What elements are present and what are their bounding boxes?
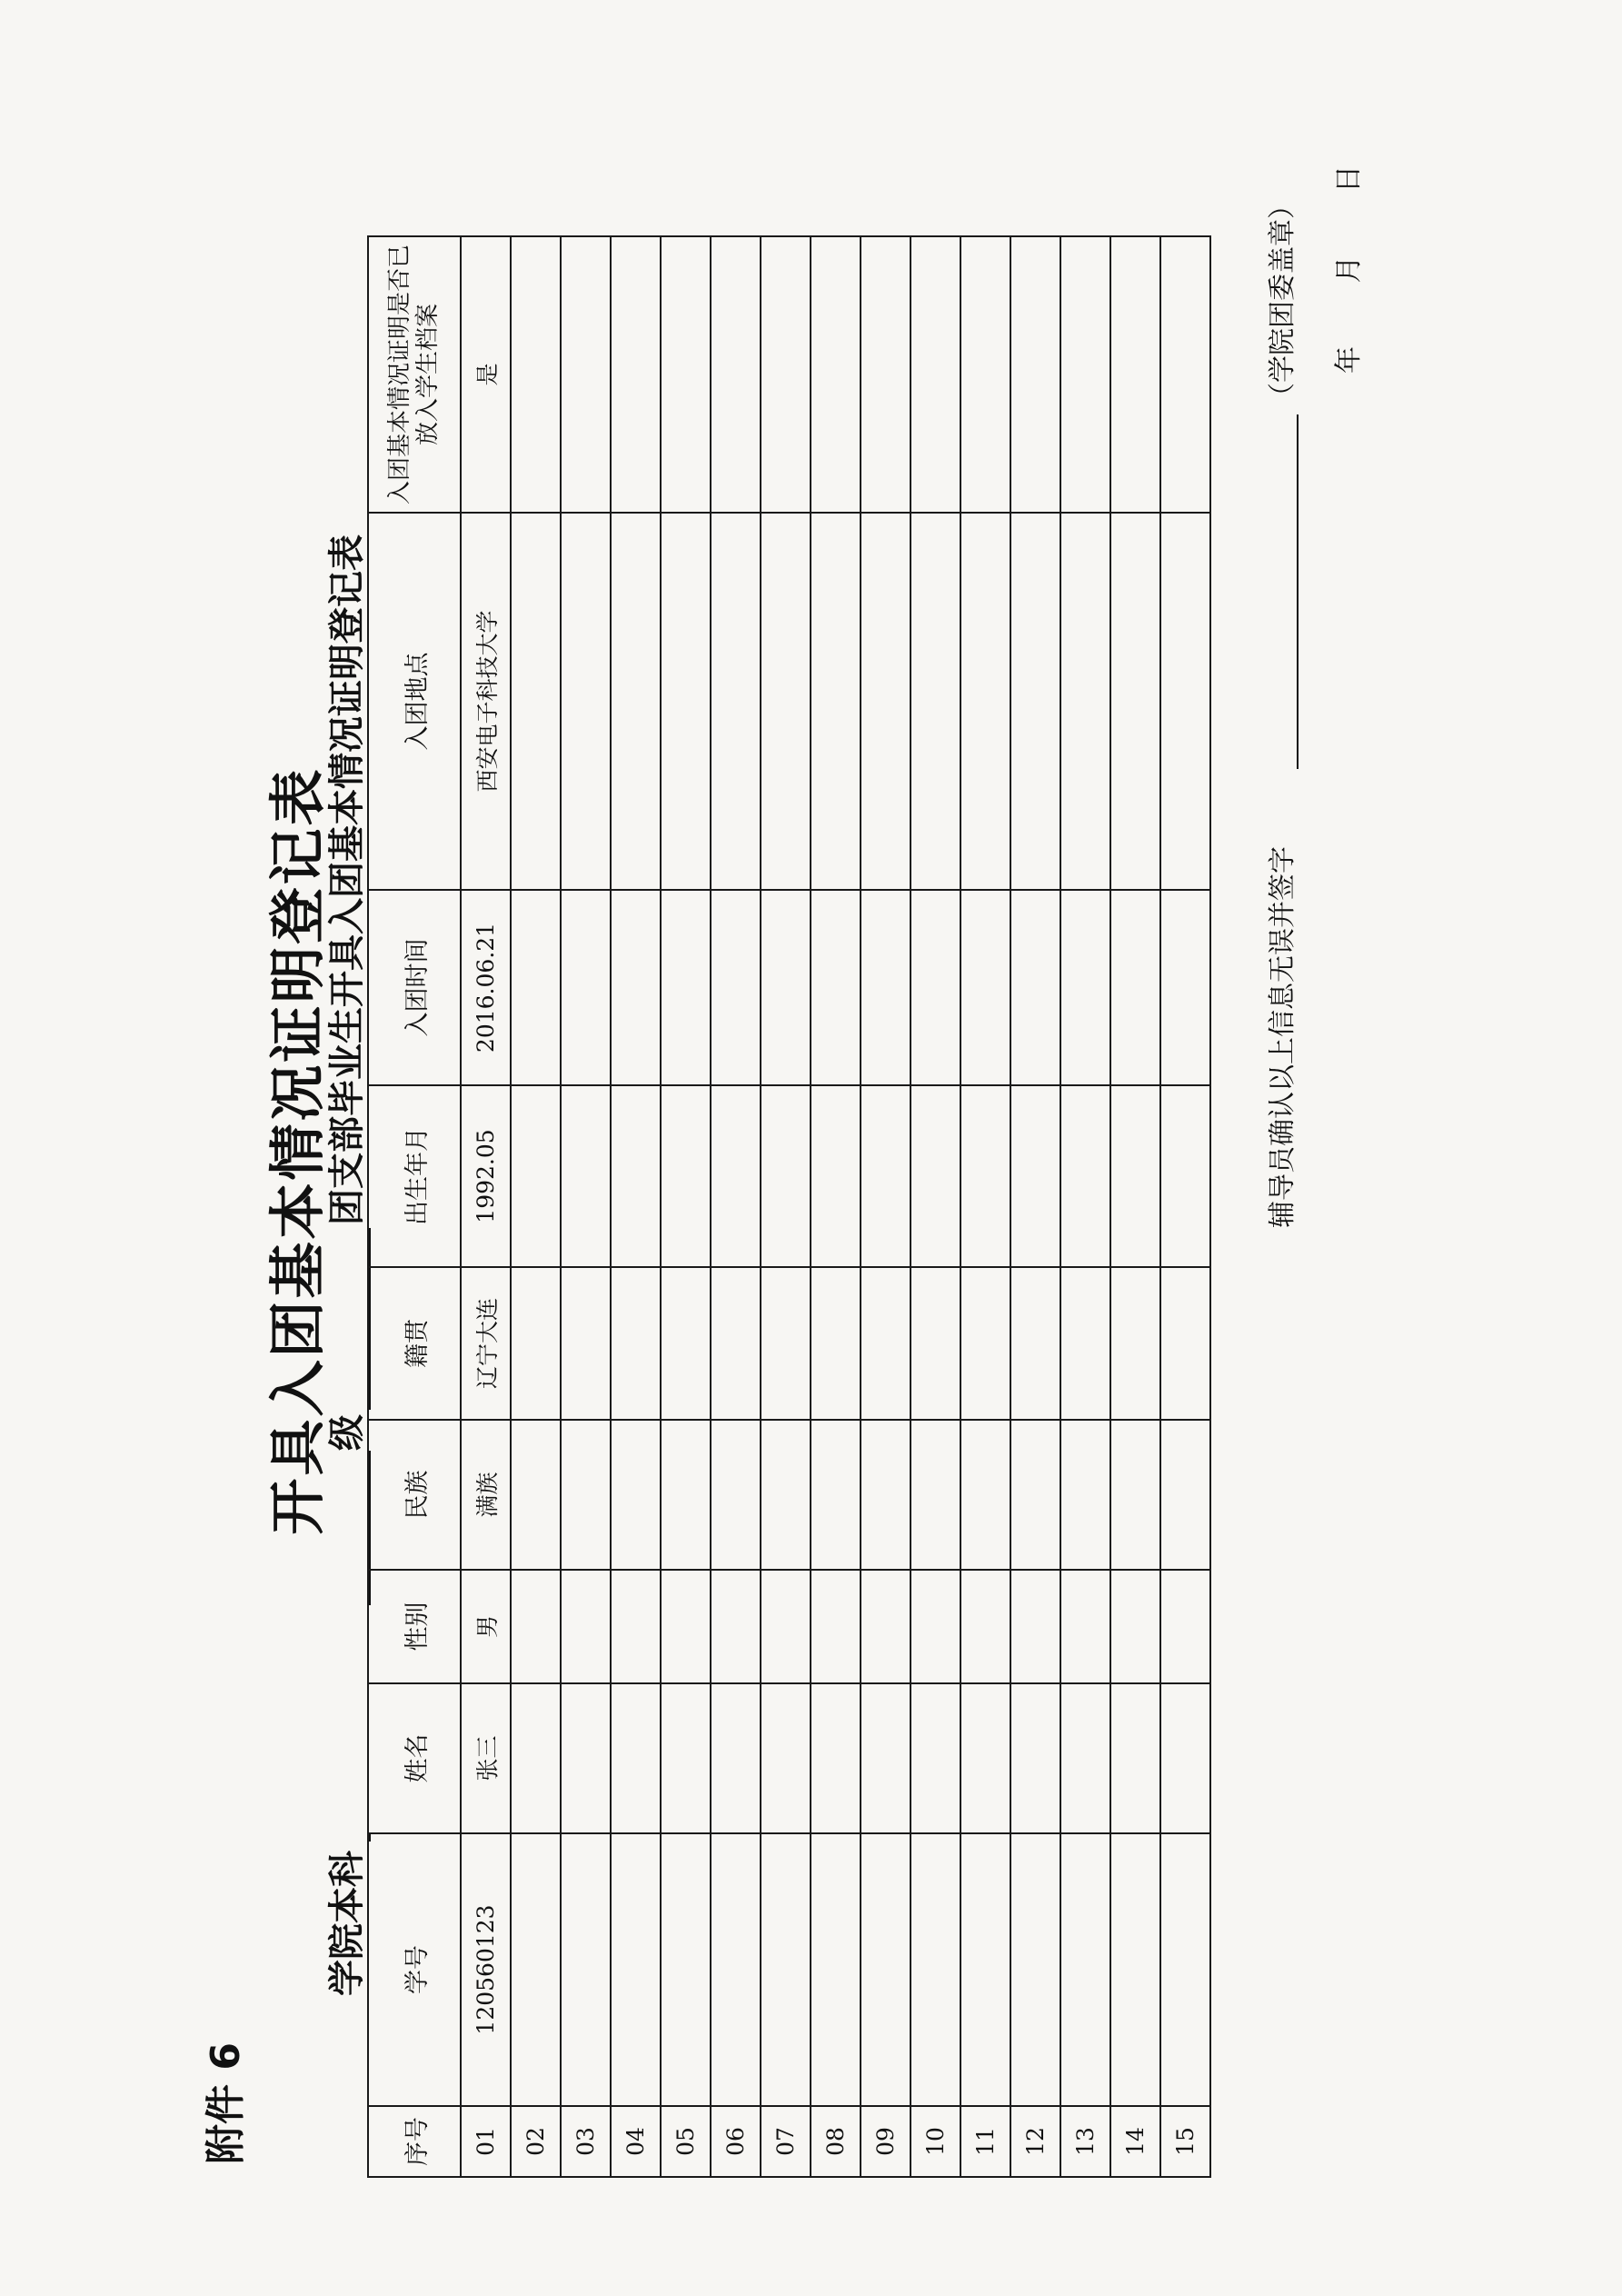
table-cell (811, 890, 861, 1085)
table-cell (861, 1085, 911, 1267)
table-cell (1060, 890, 1110, 1085)
seal-text: （学院团委盖章） (1267, 192, 1299, 410)
table-cell: 02 (511, 2106, 561, 2177)
table-row (1110, 236, 1160, 2177)
table-cell (511, 1085, 561, 1267)
header-cell: 姓名 (368, 1683, 461, 1833)
table-cell (661, 1833, 711, 2106)
table-cell (861, 236, 911, 513)
table-cell: 2016.06.21 (461, 890, 511, 1085)
table-cell (761, 890, 811, 1085)
rotated-document-page (2, 5, 1619, 2296)
table-cell (960, 1420, 1010, 1570)
table-cell (1160, 1420, 1210, 1570)
table-cell (861, 1570, 911, 1683)
registration-table (367, 235, 1211, 2178)
table-cell (861, 1833, 911, 2106)
table-cell (1060, 1267, 1110, 1420)
table-row (711, 236, 761, 2177)
table-row (960, 236, 1010, 2177)
grade-label: 级 (326, 1414, 368, 1451)
table-cell (511, 1420, 561, 1570)
table-row (911, 236, 960, 2177)
table-row (461, 236, 511, 2177)
table-cell (611, 1420, 661, 1570)
table-cell (711, 1420, 761, 1570)
table-cell (1010, 1085, 1060, 1267)
table-cell (861, 1420, 911, 1570)
table-cell (761, 1833, 811, 2106)
table-cell (1010, 1683, 1060, 1833)
table-cell (511, 513, 561, 890)
table-cell (861, 513, 911, 890)
table-cell (811, 1420, 861, 1570)
table-cell: 15 (1160, 2106, 1210, 2177)
attachment-label: 附件 6 (203, 2042, 249, 2164)
table-cell (1110, 1683, 1160, 1833)
table-cell (1110, 1420, 1160, 1570)
table-cell (611, 1833, 661, 2106)
table-row (561, 236, 611, 2177)
table-cell (661, 1085, 711, 1267)
table-cell (960, 1683, 1010, 1833)
table-cell (861, 1683, 911, 1833)
table-cell: 120560123 (461, 1833, 511, 2106)
header-cell: 性别 (368, 1570, 461, 1683)
table-cell: 是 (461, 236, 511, 513)
table-cell (960, 890, 1010, 1085)
table-cell (811, 1267, 861, 1420)
table-cell (1160, 513, 1210, 890)
table-cell: 01 (461, 2106, 511, 2177)
table-cell (1010, 1833, 1060, 2106)
branch-label: 团支部毕业生开具入团基本情况证明登记表 (326, 534, 368, 1225)
table-cell (1110, 890, 1160, 1085)
table-cell (1060, 1570, 1110, 1683)
table-cell: 13 (1060, 2106, 1110, 2177)
table-cell (1160, 1833, 1210, 2106)
header-cell: 民族 (368, 1420, 461, 1570)
date-text: 年 月 日 (1333, 165, 1365, 374)
table-cell (661, 1267, 711, 1420)
table-cell (861, 1267, 911, 1420)
table-cell: 07 (761, 2106, 811, 2177)
table-cell (661, 890, 711, 1085)
table-cell (960, 1833, 1010, 2106)
header-cell: 籍贯 (368, 1267, 461, 1420)
table-cell (811, 1833, 861, 2106)
table-cell (511, 236, 561, 513)
table-cell (811, 1085, 861, 1267)
table-cell (1010, 890, 1060, 1085)
table-cell (1160, 1085, 1210, 1267)
table-cell (1060, 236, 1110, 513)
college-label: 学院本科 (326, 1851, 368, 1996)
table-cell (861, 890, 911, 1085)
table-cell (761, 1683, 811, 1833)
header-cell: 学号 (368, 1833, 461, 2106)
table-cell (661, 513, 711, 890)
table-cell (1010, 1570, 1060, 1683)
table-cell (711, 890, 761, 1085)
table-row (761, 236, 811, 2177)
table-header-row (368, 236, 461, 2177)
table-cell (811, 1683, 861, 1833)
table-cell (611, 513, 661, 890)
table-cell (561, 1833, 611, 2106)
table-cell (661, 236, 711, 513)
table-cell (1160, 890, 1210, 1085)
table-cell (611, 1570, 661, 1683)
table-cell (1060, 1085, 1110, 1267)
table-cell (911, 1833, 960, 2106)
header-cell: 入团时间 (368, 890, 461, 1085)
table-cell (911, 513, 960, 890)
table-body (461, 236, 1210, 2177)
table-cell (911, 1570, 960, 1683)
table-cell: 1992.05 (461, 1085, 511, 1267)
table-cell (1010, 1420, 1060, 1570)
table-cell (711, 236, 761, 513)
table-cell (711, 513, 761, 890)
table-cell (761, 1267, 811, 1420)
table-cell (561, 890, 611, 1085)
table-cell (1010, 1267, 1060, 1420)
table-cell (1060, 1833, 1110, 2106)
table-cell (511, 1833, 561, 2106)
header-cell: 出生年月 (368, 1085, 461, 1267)
table-cell: 西安电子科技大学 (461, 513, 511, 890)
table-cell: 10 (911, 2106, 960, 2177)
table-cell (561, 513, 611, 890)
table-row (811, 236, 861, 2177)
table-cell (611, 236, 661, 513)
table-cell (711, 1570, 761, 1683)
table-cell: 06 (711, 2106, 761, 2177)
table-cell (1160, 236, 1210, 513)
table-row (1160, 236, 1210, 2177)
table-cell (561, 1570, 611, 1683)
table-cell (661, 1683, 711, 1833)
table-cell (1110, 1833, 1160, 2106)
table-cell: 08 (811, 2106, 861, 2177)
table-cell (911, 236, 960, 513)
table-row (1060, 236, 1110, 2177)
table-cell: 12 (1010, 2106, 1060, 2177)
page-title: 开具入团基本情况证明登记表 (264, 766, 331, 1535)
table-cell (1060, 1420, 1110, 1570)
table-cell (1110, 1085, 1160, 1267)
table-cell (661, 1420, 711, 1570)
table-cell (960, 1085, 1010, 1267)
header-cell: 序号 (368, 2106, 461, 2177)
table-cell: 辽宁大连 (461, 1267, 511, 1420)
table-row (861, 236, 911, 2177)
table-cell: 14 (1110, 2106, 1160, 2177)
table-cell (761, 513, 811, 890)
table-cell (1110, 1267, 1160, 1420)
table-cell (761, 1420, 811, 1570)
table-cell: 04 (611, 2106, 661, 2177)
table-row (661, 236, 711, 2177)
table-cell: 男 (461, 1570, 511, 1683)
table-cell (611, 890, 661, 1085)
table-cell (611, 1085, 661, 1267)
table-cell (1110, 236, 1160, 513)
table-cell (960, 513, 1010, 890)
table-cell (661, 1570, 711, 1683)
table-row (611, 236, 661, 2177)
table-cell (1060, 1683, 1110, 1833)
table-cell (711, 1833, 761, 2106)
table-cell (761, 236, 811, 513)
header-cell: 入团地点 (368, 513, 461, 890)
table-cell (1160, 1570, 1210, 1683)
table-cell (811, 1570, 861, 1683)
table-cell (911, 1420, 960, 1570)
table-cell: 满族 (461, 1420, 511, 1570)
table-cell (711, 1085, 761, 1267)
table-cell (811, 236, 861, 513)
table-cell (511, 890, 561, 1085)
table-cell (611, 1267, 661, 1420)
table-cell (1110, 513, 1160, 890)
table-cell (561, 1267, 611, 1420)
table-cell (1060, 513, 1110, 890)
table-cell (561, 236, 611, 513)
table-cell (561, 1420, 611, 1570)
table-cell (911, 1683, 960, 1833)
table-cell (960, 1570, 1010, 1683)
table-cell (911, 1085, 960, 1267)
table-cell (511, 1267, 561, 1420)
table-cell: 03 (561, 2106, 611, 2177)
table-cell (960, 1267, 1010, 1420)
table-cell (1010, 236, 1060, 513)
table-cell (561, 1085, 611, 1267)
table-cell (711, 1683, 761, 1833)
table-cell (711, 1267, 761, 1420)
table-cell (1160, 1683, 1210, 1833)
table-cell (911, 1267, 960, 1420)
table-row (1010, 236, 1060, 2177)
signature-line (1297, 414, 1299, 769)
table-cell (911, 890, 960, 1085)
table-cell (1110, 1570, 1160, 1683)
table-row (511, 236, 561, 2177)
table-cell (561, 1683, 611, 1833)
table-cell: 11 (960, 2106, 1010, 2177)
header-cell: 入团基本情况证明是否已放入学生档案 (368, 236, 461, 513)
counselor-confirm-text: 辅导员确认以上信息无误并签字 (1267, 846, 1299, 1228)
table-cell (761, 1085, 811, 1267)
table-cell (1010, 513, 1060, 890)
table-cell: 09 (861, 2106, 911, 2177)
table-cell (1160, 1267, 1210, 1420)
table-cell (611, 1683, 661, 1833)
table-cell: 05 (661, 2106, 711, 2177)
table-cell (811, 513, 861, 890)
table-cell: 张三 (461, 1683, 511, 1833)
table-cell (511, 1683, 561, 1833)
table-cell (511, 1570, 561, 1683)
table-cell (761, 1570, 811, 1683)
table-cell (960, 236, 1010, 513)
